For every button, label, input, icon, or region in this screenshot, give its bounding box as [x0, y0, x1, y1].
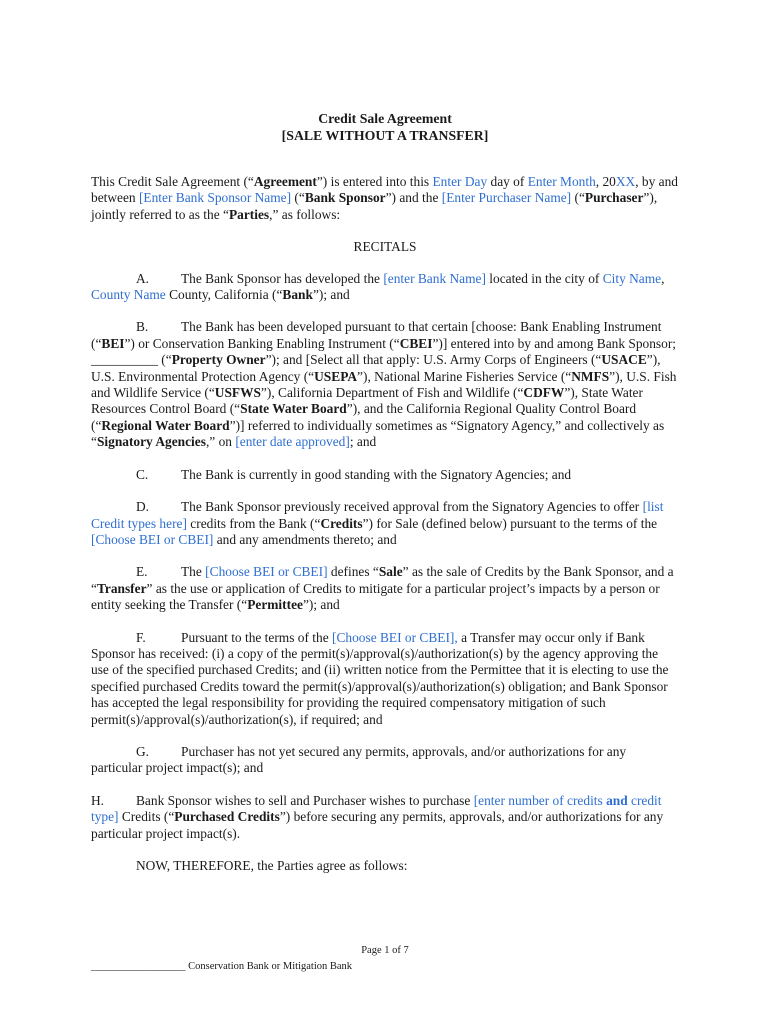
- document-subtitle: [SALE WITHOUT A TRANSFER]: [281, 128, 489, 143]
- defined-term: USFWS: [214, 385, 261, 401]
- placeholder-county[interactable]: County Name: [91, 287, 166, 303]
- recitals-heading: RECITALS: [353, 239, 417, 255]
- recital-g: [91, 744, 679, 777]
- recital-c: [91, 467, 679, 483]
- placeholder-credit-type[interactable]: credit type]: [91, 792, 662, 825]
- text: located in the city of: [485, 270, 603, 286]
- text: ; and: [349, 434, 377, 450]
- footer-blank: __________________: [91, 961, 186, 972]
- placeholder-purchaser[interactable]: [Enter Purchaser Name]: [441, 190, 572, 206]
- text: ”), U.S. Environmental Protection Agency (“: [91, 352, 661, 384]
- recital-d: [91, 499, 679, 548]
- text: ”)] referred to individually sometimes as “Signatory Agency,” and collectively as “: [91, 417, 665, 450]
- defined-term: CDFW: [523, 385, 565, 401]
- text: defines “: [327, 564, 379, 580]
- text: This Credit Sale Agreement (“: [91, 174, 254, 189]
- placeholder-bei-cbei[interactable]: [Choose BEI or CBEI]: [205, 564, 328, 580]
- placeholder-year[interactable]: XX: [615, 174, 636, 189]
- defined-term: Permittee: [247, 597, 303, 613]
- placeholder-bank-sponsor[interactable]: [Enter Bank Sponsor Name]: [138, 190, 292, 206]
- text: ”), and the California Regional Quality Control Board (“: [91, 401, 637, 433]
- defined-term: State Water Board: [240, 401, 347, 417]
- now-therefore: NOW, THEREFORE, the Parties agree as follows:: [136, 858, 408, 873]
- defined-term: Transfer: [96, 580, 147, 596]
- text: The: [181, 564, 206, 580]
- text: a Transfer may occur only if Bank Sponsor has received: (i) a copy of the permit(s)/approval(s)/authorization(s) by the agency approving the use of the specified purchased Credits; and (ii) written notice from the Permittee that it is electing to use the specified purchased Credits toward the permit(s)/approval(s)/authorization(s) obligation; and Bank Sponsor has accepted the legal responsibility for providing the required compensatory mitigation of such permit(s)/approval(s)/authorization(s), if required; and: [91, 629, 669, 727]
- defined-term: Purchased Credits: [174, 809, 280, 825]
- recital-label: H.: [91, 792, 105, 808]
- defined-term: Credits: [320, 515, 363, 531]
- text: ”), State Water Resources Control Board (“: [91, 385, 643, 417]
- recital-label: E.: [136, 564, 148, 580]
- defined-term: Purchaser: [584, 190, 644, 206]
- text: ”) before securing any permits, approvals, and/or authorizations for any particular project impact(s).: [91, 809, 664, 841]
- placeholder-bank-name[interactable]: [enter Bank Name]: [383, 270, 486, 286]
- text: , 20: [595, 174, 616, 189]
- text: ”) and the: [385, 190, 442, 206]
- text: ”); and [Select all that apply: U.S. Army Corps of Engineers (“: [265, 352, 602, 368]
- defined-term: Sale: [378, 564, 403, 580]
- document-title: Credit Sale Agreement: [318, 111, 452, 126]
- placeholder-day[interactable]: Enter Day: [432, 174, 488, 189]
- defined-term: Bank: [282, 287, 313, 303]
- footer-bank-name: [91, 961, 352, 972]
- intro-paragraph: [91, 174, 679, 223]
- text: , by and between: [91, 174, 678, 206]
- defined-term: Parties: [228, 206, 270, 222]
- defined-term: Bank Sponsor: [304, 190, 386, 206]
- placeholder-bei-cbei[interactable]: [Choose BEI or CBEI]: [91, 531, 214, 547]
- recital-label: G.: [136, 743, 150, 759]
- placeholder-month[interactable]: Enter Month: [527, 174, 596, 189]
- text: day of: [487, 174, 528, 189]
- text: ”), National Marine Fisheries Service (“: [357, 368, 572, 384]
- recital-a: [91, 271, 679, 304]
- defined-term: Regional Water Board: [101, 417, 230, 433]
- recital-label: F.: [136, 629, 146, 645]
- text: ,: [661, 270, 665, 286]
- text: ”)] entered into by and among Bank Sponsor; __________ (“: [91, 335, 677, 368]
- defined-term: BEI: [101, 335, 125, 351]
- text: Credits (“: [118, 809, 175, 825]
- placeholder-credit-number[interactable]: [enter number of credits: [473, 792, 607, 808]
- text: ” as the sale of Credits by the Bank Sponsor, and a “: [91, 564, 674, 596]
- text: The Bank Sponsor has developed the: [181, 270, 384, 286]
- recital-h: [91, 793, 679, 842]
- text: Purchaser has not yet secured any permits, approvals, and/or authorizations for any particular project impact(s); and: [91, 743, 627, 776]
- placeholder-credit-types[interactable]: [list Credit types here]: [91, 499, 664, 531]
- text: ”), jointly referred to as the “: [91, 190, 658, 222]
- text: Pursuant to the terms of the: [181, 629, 332, 645]
- recital-e: [91, 564, 679, 613]
- defined-term: Property Owner: [171, 352, 266, 368]
- text: The Bank Sponsor previously received approval from the Signatory Agencies to offer: [181, 499, 643, 515]
- recital-label: B.: [136, 319, 149, 335]
- text: ”); and: [312, 287, 350, 303]
- placeholder-city[interactable]: City Name: [602, 270, 662, 286]
- recital-label: C.: [136, 466, 149, 482]
- recital-f: [91, 630, 679, 728]
- recital-b: [91, 319, 679, 450]
- defined-term: Agreement: [253, 174, 317, 189]
- footer-org: Conservation Bank or Mitigation Bank: [185, 961, 353, 972]
- page-number: Page 1 of 7: [361, 945, 409, 956]
- text: ”), California Department of Fish and Wildlife (“: [260, 385, 524, 401]
- document-body: [91, 110, 679, 874]
- defined-term: NMFS: [571, 368, 610, 384]
- defined-term: CBEI: [399, 335, 433, 351]
- text: ”); and: [302, 597, 340, 613]
- text: ,” on: [205, 434, 236, 450]
- text: ,” as follows:: [269, 206, 341, 222]
- text: credits from the Bank (“: [186, 515, 321, 531]
- text: (“: [571, 190, 585, 206]
- text: ”) or Conservation Banking Enabling Instrument (“: [124, 335, 400, 351]
- defined-term: USEPA: [314, 368, 358, 384]
- text: ”), U.S. Fish and Wildlife Service (“: [91, 368, 677, 401]
- text: (“: [291, 190, 305, 206]
- placeholder-credit-and[interactable]: and: [606, 792, 628, 808]
- placeholder-date-approved[interactable]: [enter date approved]: [235, 434, 350, 450]
- placeholder-bei-cbei[interactable]: [Choose BEI or CBEI],: [332, 629, 458, 645]
- text: The Bank is currently in good standing with the Signatory Agencies; and: [181, 466, 572, 482]
- text: ”) for Sale (defined below) pursuant to the terms of the: [362, 515, 658, 531]
- text: and any amendments thereto; and: [213, 531, 397, 547]
- defined-term: Signatory Agencies: [96, 434, 206, 450]
- text: ”) is entered into this: [316, 174, 433, 189]
- recital-label: D.: [136, 499, 150, 515]
- text: Bank Sponsor wishes to sell and Purchaser wishes to purchase: [136, 792, 474, 808]
- recital-label: A.: [136, 270, 150, 286]
- text: ” as the use or application of Credits to mitigate for a particular project’s impacts by a person or entity seeking the Transfer (“: [91, 580, 660, 613]
- text: The Bank has been developed pursuant to that certain [choose: Bank Enabling Instrument (“: [91, 319, 662, 351]
- text: County, California (“: [165, 287, 283, 303]
- defined-term: USACE: [601, 352, 647, 368]
